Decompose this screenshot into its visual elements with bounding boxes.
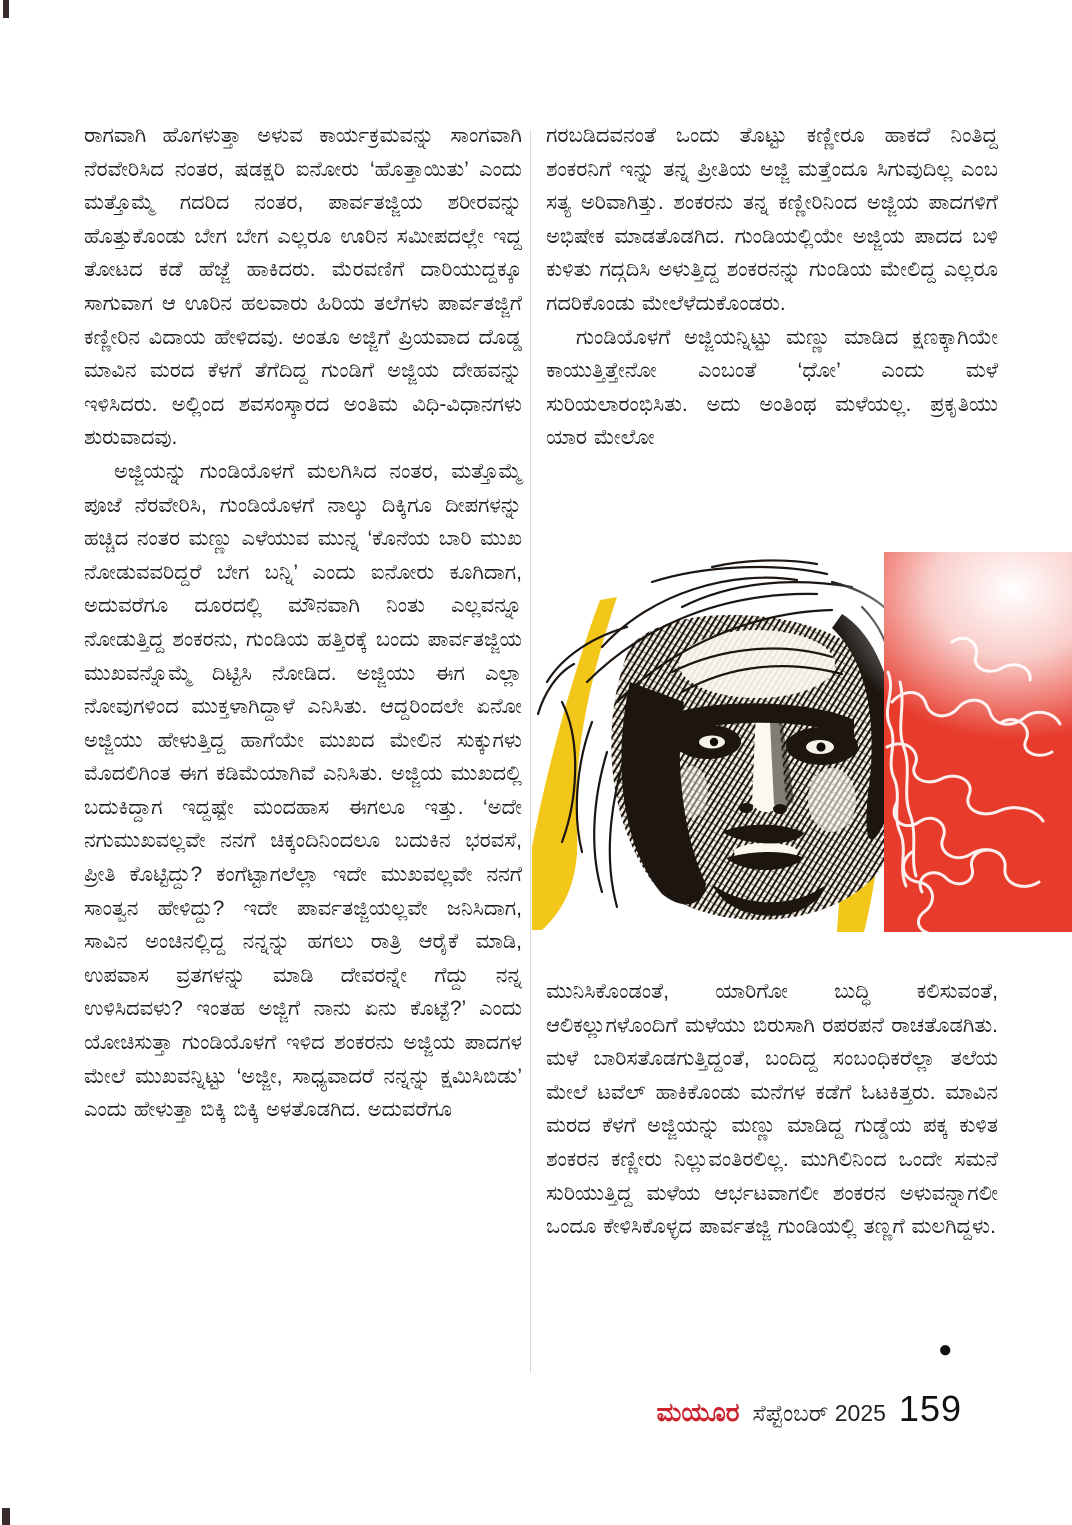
portrait-illustration-svg	[532, 552, 1072, 932]
issue-date: ಸೆಪ್ಟೆಂಬರ್ 2025	[752, 1400, 886, 1426]
column-divider	[530, 130, 531, 1373]
text-column-right-top	[546, 119, 998, 455]
page-number: 159	[898, 1388, 962, 1429]
page-footer	[657, 1388, 962, 1430]
paragraph: ರಾಗವಾಗಿ ಹೊಗಳುತ್ತಾ ಅಳುವ ಕಾರ್ಯಕ್ರಮವನ್ನು ಸಾಂಗವಾಗಿ ನೆರವೇರಿಸಿದ ನಂತರ, ಷಡಕ್ಷರಿ ಐನೋರು ‘ಹೊತ್ತಾಯಿತು’ ಎಂದು ಮತ್ತೊಮ್ಮೆ ಗದರಿದ ನಂತರ, ಪಾರ್ವತಜ್ಜಿಯ ಶರೀರವನ್ನು ಹೊತ್ತುಕೊಂಡು ಬೇಗ ಬೇಗ ಎಲ್ಲರೂ ಊರಿನ ಸಮೀಪದಲ್ಲೇ ಇದ್ದ ತೋಟದ ಕಡೆ ಹೆಜ್ಜೆ ಹಾಕಿದರು. ಮೆರವಣಿಗೆ ದಾರಿಯುದ್ದಕ್ಕೂ ಸಾಗುವಾಗ ಆ ಊರಿನ ಹಲವಾರು ಹಿರಿಯ ತಲೆಗಳು ಪಾರ್ವತಜ್ಜಿಗೆ ಕಣ್ಣೀರಿನ ವಿದಾಯ ಹೇಳಿದವು. ಅಂತೂ ಅಜ್ಜಿಗೆ ಪ್ರಿಯವಾದ ದೊಡ್ಡ ಮಾವಿನ ಮರದ ಕೆಳಗೆ ತೆಗೆದಿದ್ದ ಗುಂಡಿಗೆ ಅಜ್ಜಿಯ ದೇಹವನ್ನು ಇಳಿಸಿದರು. ಅಲ್ಲಿಂದ ಶವಸಂಸ್ಕಾರದ ಅಂತಿಮ ವಿಧಿ-ವಿಧಾನಗಳು ಶುರುವಾದವು.	[84, 124, 522, 450]
text-column-left	[84, 119, 522, 1127]
text-column-right-bottom	[546, 975, 998, 1244]
paragraph: ಗುಂಡಿಯೊಳಗೆ ಅಜ್ಜಿಯನ್ನಿಟ್ಟು ಮಣ್ಣು ಮಾಡಿದ ಕ್ಷಣಕ್ಕಾಗಿಯೇ ಕಾಯುತ್ತಿತ್ತೇನೋ ಎಂಬಂತೆ ‘ಧೋ’ ಎಂದು ಮಳೆ ಸುರಿಯಲಾರಂಭಿಸಿತು. ಅದು ಅಂತಿಂಥ ಮಳೆಯಲ್ಲ. ಪ್ರಕೃತಿಯು ಯಾರ ಮೇಲೋ	[546, 325, 998, 450]
paragraph: ಅಜ್ಜಿಯನ್ನು ಗುಂಡಿಯೊಳಗೆ ಮಲಗಿಸಿದ ನಂತರ, ಮತ್ತೊಮ್ಮೆ ಪೂಜೆ ನೆರವೇರಿಸಿ, ಗುಂಡಿಯೊಳಗೆ ನಾಲ್ಕು ದಿಕ್ಕಿಗೂ ದೀಪಗಳನ್ನು ಹಚ್ಚಿದ ನಂತರ ಮಣ್ಣು ಎಳೆಯುವ ಮುನ್ನ ‘ಕೊನೆಯ ಬಾರಿ ಮುಖ ನೋಡುವವರಿದ್ದರೆ ಬೇಗ ಬನ್ನಿ’ ಎಂದು ಐನೋರು ಕೂಗಿದಾಗ, ಅದುವರೆಗೂ ದೂರದಲ್ಲಿ ಮೌನವಾಗಿ ನಿಂತು ಎಲ್ಲವನ್ನೂ ನೋಡುತ್ತಿದ್ದ ಶಂಕರನು, ಗುಂಡಿಯ ಹತ್ತಿರಕ್ಕೆ ಬಂದು ಪಾರ್ವತಜ್ಜಿಯ ಮುಖವನ್ನೊಮ್ಮೆ ದಿಟ್ಟಿಸಿ ನೋಡಿದ. ಅಜ್ಜಿಯು ಈಗ ಎಲ್ಲಾ ನೋವುಗಳಿಂದ ಮುಕ್ತಳಾಗಿದ್ದಾಳೆ ಎನಿಸಿತು. ಆದ್ದರಿಂದಲೇ ಏನೋ ಅಜ್ಜಿಯು ಹೇಳುತ್ತಿದ್ದ ಹಾಗೆಯೇ ಮುಖದ ಮೇಲಿನ ಸುಕ್ಕುಗಳು ಮೊದಲಿಗಿಂತ ಈಗ ಕಡಿಮೆಯಾಗಿವೆ ಎನಿಸಿತು. ಅಜ್ಜಿಯ ಮುಖದಲ್ಲಿ ಬದುಕಿದ್ದಾಗ ಇದ್ದಷ್ಟೇ ಮಂದಹಾಸ ಈಗಲೂ ಇತ್ತು. ‘ಅದೇ ನಗುಮುಖವಲ್ಲವೇ ನನಗೆ ಚಿಕ್ಕಂದಿನಿಂದಲೂ ಬದುಕಿನ ಭರವಸೆ, ಪ್ರೀತಿ ಕೊಟ್ಟಿದ್ದು? ಕಂಗೆಟ್ಟಾಗಲೆಲ್ಲಾ ಇದೇ ಮುಖವಲ್ಲವೇ ನನಗೆ ಸಾಂತ್ವನ ಹೇಳಿದ್ದು? ಇದೇ ಪಾರ್ವತಜ್ಜಿಯಲ್ಲವೇ ಜನಿಸಿದಾಗ, ಸಾವಿನ ಅಂಚಿನಲ್ಲಿದ್ದ ನನ್ನನ್ನು ಹಗಲು ರಾತ್ರಿ ಆರೈಕೆ ಮಾಡಿ, ಉಪವಾಸ ವ್ರತಗಳನ್ನು ಮಾಡಿ ದೇವರನ್ನೇ ಗೆದ್ದು ನನ್ನ ಉಳಿಸಿದವಳು? ಇಂತಹ ಅಜ್ಜಿಗೆ ನಾನು ಏನು ಕೊಟ್ಟೆ?’ ಎಂದು ಯೋಚಿಸುತ್ತಾ ಗುಂಡಿಯೊಳಗೆ ಇಳಿದ ಶಂಕರನು ಅಜ್ಜಿಯ ಪಾದಗಳ ಮೇಲೆ ಮುಖವನ್ನಿಟ್ಟು ‘ಅಜ್ಜೀ, ಸಾಧ್ಯವಾದರೆ ನನ್ನನ್ನು ಕ್ಷಮಿಸಿಬಿಡು’ ಎಂದು ಹೇಳುತ್ತಾ ಬಿಕ್ಕಿ ಬಿಕ್ಕಿ ಅಳತೊಡಗಿದ. ಅದುವರೆಗೂ	[84, 459, 522, 1122]
story-illustration	[532, 552, 1072, 932]
paragraph: ಗರಬಡಿದವನಂತೆ ಒಂದು ತೊಟ್ಟು ಕಣ್ಣೀರೂ ಹಾಕದೆ ನಿಂತಿದ್ದ ಶಂಕರನಿಗೆ ಇನ್ನು ತನ್ನ ಪ್ರೀತಿಯ ಅಜ್ಜಿ ಮತ್ತೆಂದೂ ಸಿಗುವುದಿಲ್ಲ ಎಂಬ ಸತ್ಯ ಅರಿವಾಗಿತ್ತು. ಶಂಕರನು ತನ್ನ ಕಣ್ಣೀರಿನಿಂದ ಅಜ್ಜಿಯ ಪಾದಗಳಿಗೆ ಅಭಿಷೇಕ ಮಾಡತೊಡಗಿದ. ಗುಂಡಿಯಲ್ಲಿಯೇ ಅಜ್ಜಿಯ ಪಾದದ ಬಳಿ ಕುಳಿತು ಗದ್ಗದಿಸಿ ಅಳುತ್ತಿದ್ದ ಶಂಕರನನ್ನು ಗುಂಡಿಯ ಮೇಲಿದ್ದ ಎಲ್ಲರೂ ಗದರಿಕೊಂಡು ಮೇಲೆಳೆದುಕೊಂಡರು.	[546, 124, 998, 315]
end-of-article-mark: ●	[938, 1336, 953, 1363]
crop-mark-top-left	[3, 0, 9, 18]
magazine-logo: ಮಯೂರ	[656, 1397, 740, 1427]
paragraph: ಮುನಿಸಿಕೊಂಡಂತೆ, ಯಾರಿಗೋ ಬುದ್ಧಿ ಕಲಿಸುವಂತೆ, ಆಲಿಕಲ್ಲುಗಳೊಂದಿಗೆ ಮಳೆಯು ಬಿರುಸಾಗಿ ರಪರಪನೆ ರಾಚತೊಡಗಿತು. ಮಳೆ ಬಾರಿಸತೊಡಗುತ್ತಿದ್ದಂತೆ, ಬಂದಿದ್ದ ಸಂಬಂಧಿಕರೆಲ್ಲಾ ತಲೆಯ ಮೇಲೆ ಟವೆಲ್ ಹಾಕಿಕೊಂಡು ಮನೆಗಳ ಕಡೆಗೆ ಓಟಕಿತ್ತರು. ಮಾವಿನ ಮರದ ಕೆಳಗೆ ಅಜ್ಜಿಯನ್ನು ಮಣ್ಣು ಮಾಡಿದ್ದ ಗುಡ್ಡೆಯ ಪಕ್ಕ ಕುಳಿತ ಶಂಕರನ ಕಣ್ಣೀರು ನಿಲ್ಲುವಂತಿರಲಿಲ್ಲ. ಮುಗಿಲಿನಿಂದ ಒಂದೇ ಸಮನೆ ಸುರಿಯುತ್ತಿದ್ದ ಮಳೆಯ ಆರ್ಭಟವಾಗಲೀ ಶಂಕರನ ಅಳುವನ್ನಾಗಲೀ ಒಂದೂ ಕೇಳಿಸಿಕೊಳ್ಳದ ಪಾರ್ವತಜ್ಜಿ ಗುಂಡಿಯಲ್ಲಿ ತಣ್ಣಗೆ ಮಲಗಿದ್ದಳು.	[546, 980, 998, 1239]
crop-mark-bottom-left	[2, 1508, 10, 1525]
